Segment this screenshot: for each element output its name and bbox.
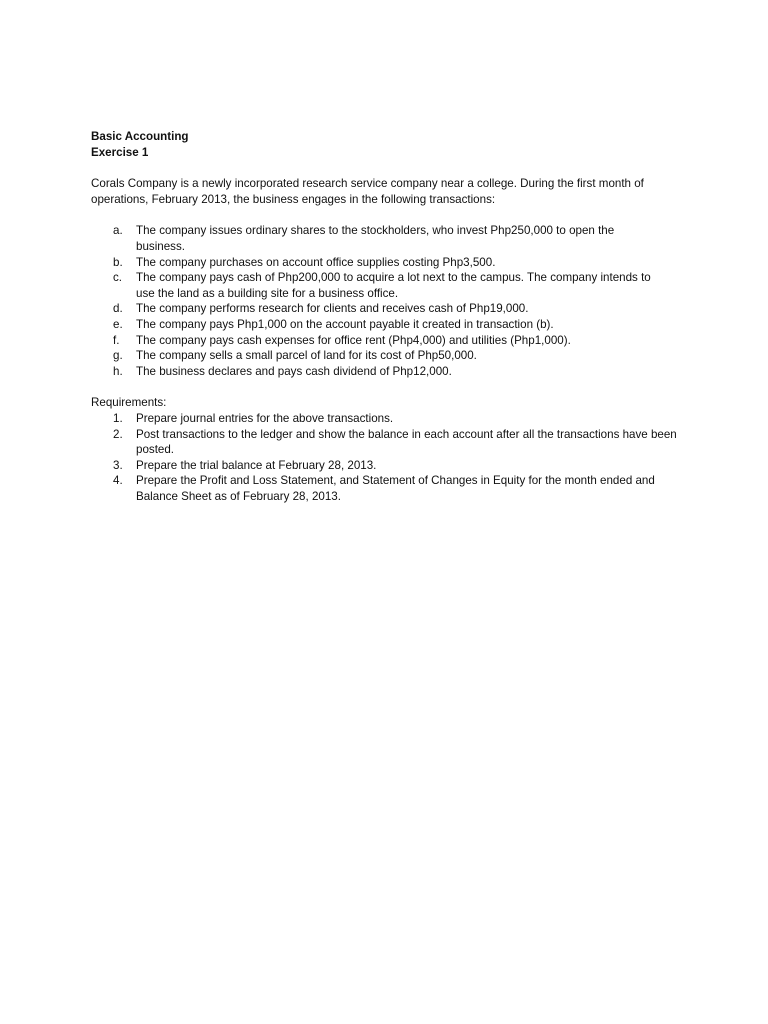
list-item — [91, 223, 691, 254]
requirement-text: Prepare the Profit and Loss Statement, and Statement of Changes in Equity for the month ended and Balance Sheet as of February 28, 2013. — [136, 474, 655, 503]
transaction-text: The company pays cash of Php200,000 to acquire a lot next to the campus. The company intends to use the land as a building site for a business office. — [136, 271, 651, 300]
list-marker: a. — [113, 224, 123, 238]
list-marker: 3. — [113, 458, 123, 472]
list-marker: e. — [113, 317, 123, 331]
list-marker: 1. — [113, 411, 123, 425]
transaction-text: The company performs research for clients and receives cash of Php19,000. — [136, 302, 529, 316]
requirement-text: Prepare the trial balance at February 28, 2013. — [136, 458, 377, 472]
document-title: Basic Accounting — [91, 130, 189, 143]
intro-paragraph: Corals Company is a newly incorporated research service company near a college. During the first month of operations, February 2013, the business engages in the following transactions: — [91, 177, 644, 206]
list-item — [91, 333, 691, 349]
list-item — [91, 427, 691, 458]
transaction-text: The company pays Php1,000 on the account payable it created in transaction (b). — [136, 317, 554, 331]
transaction-text: The company issues ordinary shares to the stockholders, who invest Php250,000 to open the business. — [136, 224, 615, 253]
list-marker: h. — [113, 364, 123, 378]
requirements-heading: Requirements: — [91, 396, 167, 410]
list-item — [91, 348, 691, 364]
transactions-list — [91, 223, 691, 379]
requirements-list — [91, 411, 691, 505]
transaction-text: The company sells a small parcel of land for its cost of Php50,000. — [136, 349, 477, 363]
list-marker: f. — [113, 333, 120, 347]
list-marker: b. — [113, 255, 123, 269]
transaction-text: The company pays cash expenses for office rent (Php4,000) and utilities (Php1,000). — [136, 333, 571, 347]
list-item — [91, 473, 691, 504]
list-item — [91, 255, 691, 271]
list-item — [91, 301, 691, 317]
transaction-text: The business declares and pays cash dividend of Php12,000. — [136, 364, 452, 378]
list-marker: c. — [113, 271, 123, 285]
list-marker: 4. — [113, 474, 123, 488]
document-subtitle: Exercise 1 — [91, 145, 149, 159]
list-item — [91, 411, 691, 427]
requirement-text: Post transactions to the ledger and show the balance in each account after all the transactions have been posted. — [136, 427, 677, 457]
list-marker: 2. — [113, 427, 123, 441]
list-item — [91, 270, 691, 301]
transaction-text: The company purchases on account office supplies costing Php3,500. — [136, 255, 496, 269]
list-item — [91, 458, 691, 474]
document-page — [91, 129, 691, 504]
list-marker: g. — [113, 349, 123, 363]
list-item — [91, 364, 691, 380]
list-marker: d. — [113, 302, 123, 316]
requirement-text: Prepare journal entries for the above transactions. — [136, 411, 394, 425]
list-item — [91, 317, 691, 333]
